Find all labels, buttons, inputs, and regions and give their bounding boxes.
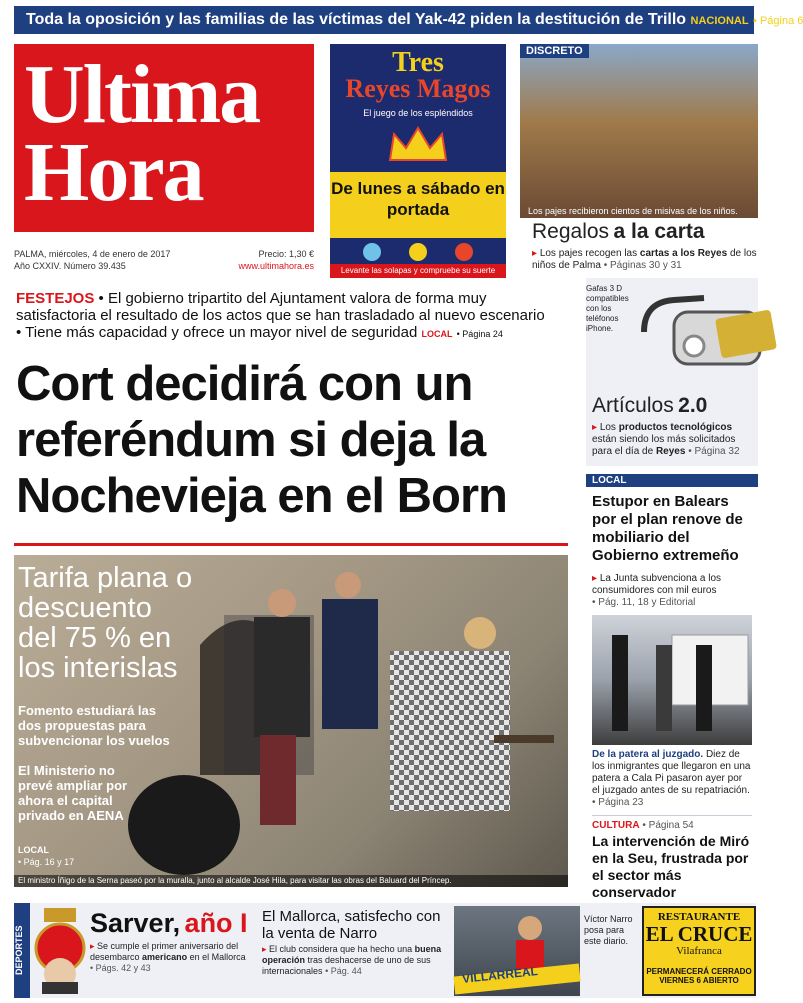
promo-footer: Levante las solapas y compruebe su suerte bbox=[330, 264, 506, 278]
festejos-text: • El gobierno tripartito del Ajuntament valora de forma muy satisfactoria el resultado de los actos que se han trasladado al nuevo escenario bbox=[16, 290, 545, 324]
narro-scarf-text: VILLARREAL bbox=[461, 964, 539, 986]
photo-sub1: Fomento estudiará las dos propuestas para subvencionar los vuelos bbox=[18, 703, 170, 748]
top-page-ref: • Página 6 bbox=[753, 15, 803, 27]
main-photo bbox=[14, 555, 568, 887]
discreto-headline[interactable] bbox=[532, 220, 758, 244]
promo-tagline: El juego de los espléndidos bbox=[363, 108, 473, 118]
gadgets-caption: Gafas 3 D compatibles con los teléfonos iPhone. bbox=[586, 284, 629, 333]
club-crest-icon bbox=[34, 908, 86, 994]
crown-icon bbox=[386, 124, 450, 164]
ad-note: PERMANECERÁ CERRADO bbox=[646, 967, 752, 976]
deportes-strip bbox=[14, 903, 30, 998]
mallorca-block[interactable] bbox=[262, 908, 448, 977]
local-pages: • Pág. 11, 18 y Editorial bbox=[592, 597, 696, 608]
top-news-bar[interactable] bbox=[14, 6, 803, 34]
photo-sub2: El Ministerio no prevé ampliar por ahora el capital privado en AENA bbox=[18, 763, 128, 823]
main-headline[interactable]: Cort decidirá con un referéndum si deja la Nochevieja en el Born bbox=[16, 357, 507, 523]
local-tag: LOCAL bbox=[586, 474, 758, 487]
discreto-caption: Los pajes recibieron cientos de misivas de los niños. bbox=[528, 206, 738, 216]
vr-goggles-icon bbox=[634, 282, 794, 382]
ad-town: Vilafranca bbox=[676, 945, 722, 957]
festejos-label: FESTEJOS bbox=[16, 290, 95, 307]
narro-photo bbox=[454, 906, 580, 996]
promo-title-mid: Reyes Magos bbox=[345, 74, 491, 103]
discreto-tag: DISCRETO bbox=[520, 44, 589, 58]
dateline bbox=[14, 248, 314, 272]
promo-title-top: Tres bbox=[392, 47, 444, 78]
issue-number: Año CXXIV. Número 39.435 bbox=[14, 261, 126, 271]
local-headline[interactable]: Estupor en Balears por el plan renove de mobiliario del Gobierno extremeño bbox=[592, 493, 743, 564]
discreto-headline-a: Regalos bbox=[532, 220, 610, 243]
divider bbox=[14, 543, 568, 546]
patera-text: De la patera al juzgado. Diez de los inmigrantes que llegaron en una patera a Cala Pi pasaron ayer por el juzgado antes de su repatriación. • Página 23 bbox=[592, 749, 751, 808]
festejos-bullet: • Tiene más capacidad y ofrece un mayor nivel de seguridad bbox=[16, 324, 418, 341]
sarver-title: Sarver, bbox=[90, 908, 181, 938]
mallorca-headline: El Mallorca, satisfecho con la venta de Narro bbox=[262, 908, 441, 942]
masthead-line2: Hora bbox=[24, 126, 203, 219]
website-link[interactable]: www.ultimahora.es bbox=[238, 261, 314, 271]
masthead-logo[interactable] bbox=[14, 44, 314, 232]
discreto-summary: ▸ Los pajes recogen las cartas a los Reyes de los niños de Palma • Páginas 30 y 31 bbox=[532, 248, 757, 271]
festejos-page: • Página 24 bbox=[456, 329, 503, 339]
photo-section: LOCAL bbox=[18, 845, 49, 855]
patera-photo bbox=[592, 615, 752, 745]
price-text: Precio: 1,30 € bbox=[258, 249, 314, 259]
festejos-section: LOCAL bbox=[421, 329, 453, 339]
discreto-headline-b: a la carta bbox=[613, 220, 705, 243]
cultura-headline[interactable]: La intervención de Miró en la Seu, frustrada por el sector más conservador bbox=[592, 833, 750, 900]
local-column[interactable] bbox=[586, 474, 758, 898]
promo-reyes-magos[interactable] bbox=[330, 44, 506, 278]
local-bullet: ▸ La Junta subvenciona a los consumidores con mil euros bbox=[592, 573, 722, 596]
restaurant-ad[interactable] bbox=[642, 906, 756, 996]
narro-caption: Víctor Narro posa para este diario. bbox=[584, 914, 633, 946]
cultura-label: CULTURA • Página 54 bbox=[592, 820, 694, 831]
photo-caption: El ministro Íñigo de la Serna paseó por la muralla, junto al alcalde José Hila, para visitar las obras del Baluard del Príncep. bbox=[14, 875, 568, 887]
mallorca-summary: ▸ El club considera que ha hecho una buena operación tras deshacerse de uno de sus internacionales • Pág. 44 bbox=[262, 944, 442, 976]
masthead-line1: Ultima bbox=[24, 48, 260, 141]
discreto-photo bbox=[520, 44, 758, 218]
cartoon-kings-icon bbox=[350, 242, 486, 262]
gadgets-headline: Artículos 2.0 bbox=[592, 394, 708, 417]
deportes-label: DEPORTES bbox=[14, 925, 24, 976]
festejos-block[interactable] bbox=[16, 290, 564, 343]
sarver-block[interactable] bbox=[90, 908, 250, 974]
gadgets-box[interactable] bbox=[586, 278, 758, 466]
sarver-year: año I bbox=[184, 908, 248, 938]
photo-headline[interactable]: Tarifa plana o descuento del 75 % en los interislas bbox=[18, 562, 193, 684]
date-text: PALMA, miércoles, 4 de enero de 2017 bbox=[14, 249, 171, 259]
ad-name: EL CRUCE bbox=[645, 922, 753, 946]
ad-note2: VIERNES 6 ABIERTO bbox=[659, 976, 739, 985]
gadgets-summary: ▸ Los productos tecnológicos están siendo los más solicitados para el día de Reyes • Página 32 bbox=[592, 422, 740, 457]
ad-top: RESTAURANTE bbox=[657, 911, 741, 923]
top-headline: Toda la oposición y las familias de las víctimas del Yak-42 piden la destitución de Trillo bbox=[26, 11, 687, 28]
photo-pages: • Pág. 16 y 17 bbox=[18, 857, 75, 867]
top-section-label: NACIONAL bbox=[690, 15, 749, 27]
promo-box: De lunes a sábado en portada bbox=[330, 172, 506, 238]
sarver-summary: ▸ Se cumple el primer aniversario del desembarco americano en el Mallorca • Págs. 42 y 43 bbox=[90, 941, 246, 973]
